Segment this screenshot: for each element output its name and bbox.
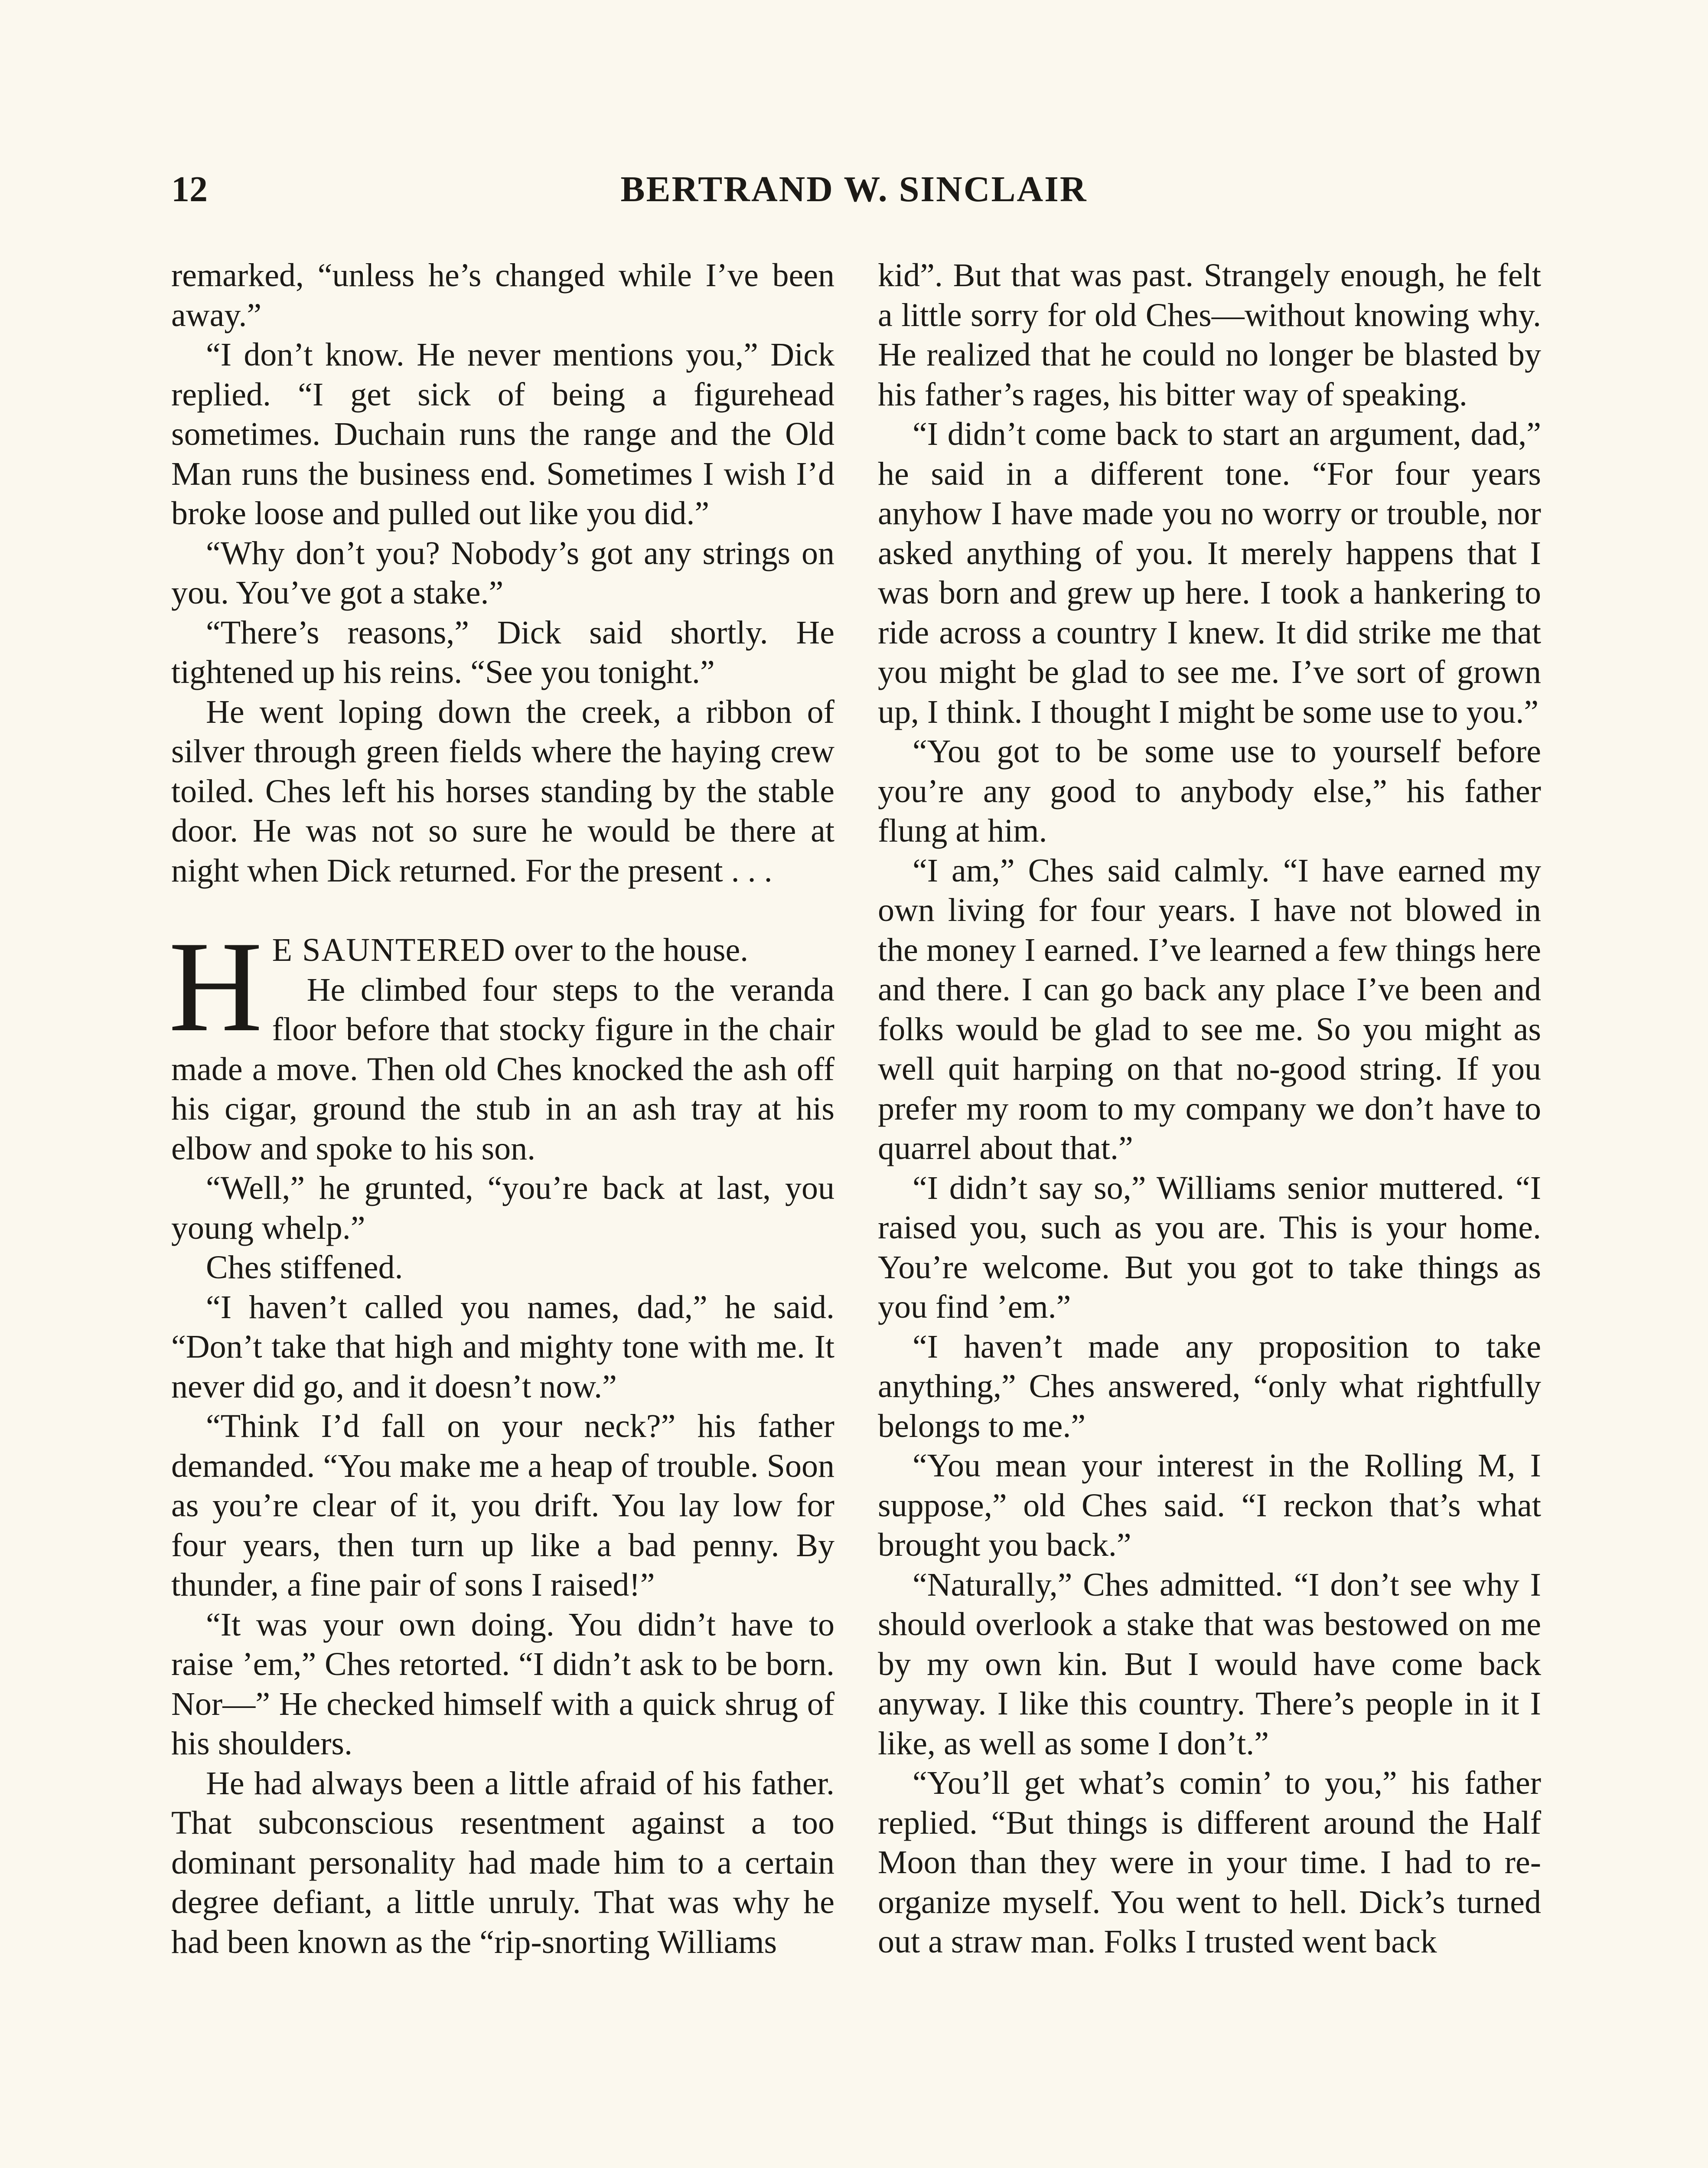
paragraph: “I didn’t say so,” Williams senior muttered. “I raised you, such as you are. This is your home. You’re welcome. But you got to take things as you find ’em.” bbox=[878, 1169, 1541, 1325]
paragraph: “You’ll get what’s comin’ to you,” his father replied. “But things is different around the Half Moon than they were in your time. I had to re-organize myself. You went to hell. Dick’s turned out a straw man. Folks I trusted went back bbox=[878, 1765, 1541, 1960]
paragraph: Ches stiffened. bbox=[206, 1249, 403, 1286]
paragraph: “Think I’d fall on your neck?” his father demanded. “You make me a heap of trouble. Soon as you’re clear of it, you drift. You lay low for four years, then turn up like a bad penny. By thunder, a fine pair of sons I raised!” bbox=[171, 1408, 834, 1603]
paragraph: “I don’t know. He never mentions you,” Dick replied. “I get sick of being a figurehead sometimes. Duchain runs the range and the Old Man runs the business end. Sometimes I wish I’d broke loose and pulled out like you did.” bbox=[171, 336, 834, 532]
section-opening-rest: over to the house. bbox=[505, 932, 749, 968]
paragraph: “Why don’t you? Nobody’s got any strings on you. You’ve got a stake.” bbox=[171, 535, 834, 611]
section-opening-smallcaps: E SAUNTERED bbox=[272, 932, 506, 968]
paragraph: “There’s reasons,” Dick said shortly. He tightened up his reins. “See you tonight.” bbox=[171, 614, 834, 690]
paragraph: “It was your own doing. You didn’t have to raise ’em,” Ches retorted. “I didn’t ask to be born. Nor—” He checked himself with a quick shrug of his shoulders. bbox=[171, 1606, 834, 1762]
paragraph: “Well,” he grunted, “you’re back at last, you young whelp.” bbox=[171, 1170, 834, 1246]
paragraph: “Naturally,” Ches admitted. “I don’t see why I should overlook a stake that was bestowed on me by my own kin. But I would have come back anyway. I like this country. There’s people in it I like, as well as some I don’t.” bbox=[878, 1566, 1541, 1762]
paragraph: “I didn’t come back to start an argument, dad,” he said in a different tone. “For four years anyhow I have made you no worry or trouble, nor asked anything of you. It merely happens that I was born and grew up here. I took a hankering to ride across a country I knew. It did strike me that you might be glad to see me. I’ve sort of grown up, I think. I thought I might be some use to you.” bbox=[878, 416, 1541, 730]
paragraph: “You mean your interest in the Rolling M, I suppose,” old Ches said. “I reckon that’s what brought you back.” bbox=[878, 1447, 1541, 1563]
paragraph: He had always been a little afraid of his father. That subconscious resentment against a too dominant personality had made him to a certain degree defiant, a little unruly. That was why he had been known as the “rip-snorting Williams bbox=[171, 1765, 834, 1960]
paragraph: “You got to be some use to yourself before you’re any good to anybody else,” his father flung at him. bbox=[878, 733, 1541, 849]
paragraph: He climbed four steps to the veranda floor before that stocky figure in the chair made a move. Then old Ches knocked the ash off his cigar, ground the stub in an ash tray at his elbow and spoke to his son. bbox=[171, 971, 834, 1167]
paragraph: kid”. But that was past. Strangely enough, he felt a little sorry for old Ches—without knowing why. He realized that he could no longer be blasted by his father’s rages, his bitter way of speaking. bbox=[878, 257, 1541, 413]
page-number: 12 bbox=[171, 169, 208, 209]
paragraph: He went loping down the creek, a ribbon of silver through green fields where the haying crew toiled. Ches left his horses standing by the stable door. He was not so sure he would be there at night when Dick returned. For the present . . . bbox=[171, 693, 834, 889]
running-head: BERTRAND W. SINCLAIR bbox=[620, 169, 1088, 209]
section-opening bbox=[169, 914, 834, 1058]
left-column bbox=[171, 256, 834, 1962]
paragraph: “I am,” Ches said calmly. “I have earned my own living for four years. I have not blowed in the money I earned. I’ve learned a few things here and there. I can go back any place I’ve been and folks would be glad to see me. So you might as well quit harping on that no-good string. If you prefer my room to my company we don’t have to quarrel about that.” bbox=[878, 852, 1541, 1166]
right-column bbox=[878, 256, 1541, 1962]
paragraph: remarked, “unless he’s changed while I’ve been away.” bbox=[171, 257, 834, 333]
drop-cap: H bbox=[169, 914, 263, 1058]
paragraph: “I haven’t made any proposition to take anything,” Ches answered, “only what rightfully belongs to me.” bbox=[878, 1328, 1541, 1444]
paragraph: “I haven’t called you names, dad,” he said. “Don’t take that high and mighty tone with me. It never did go, and it doesn’t now.” bbox=[171, 1289, 834, 1405]
